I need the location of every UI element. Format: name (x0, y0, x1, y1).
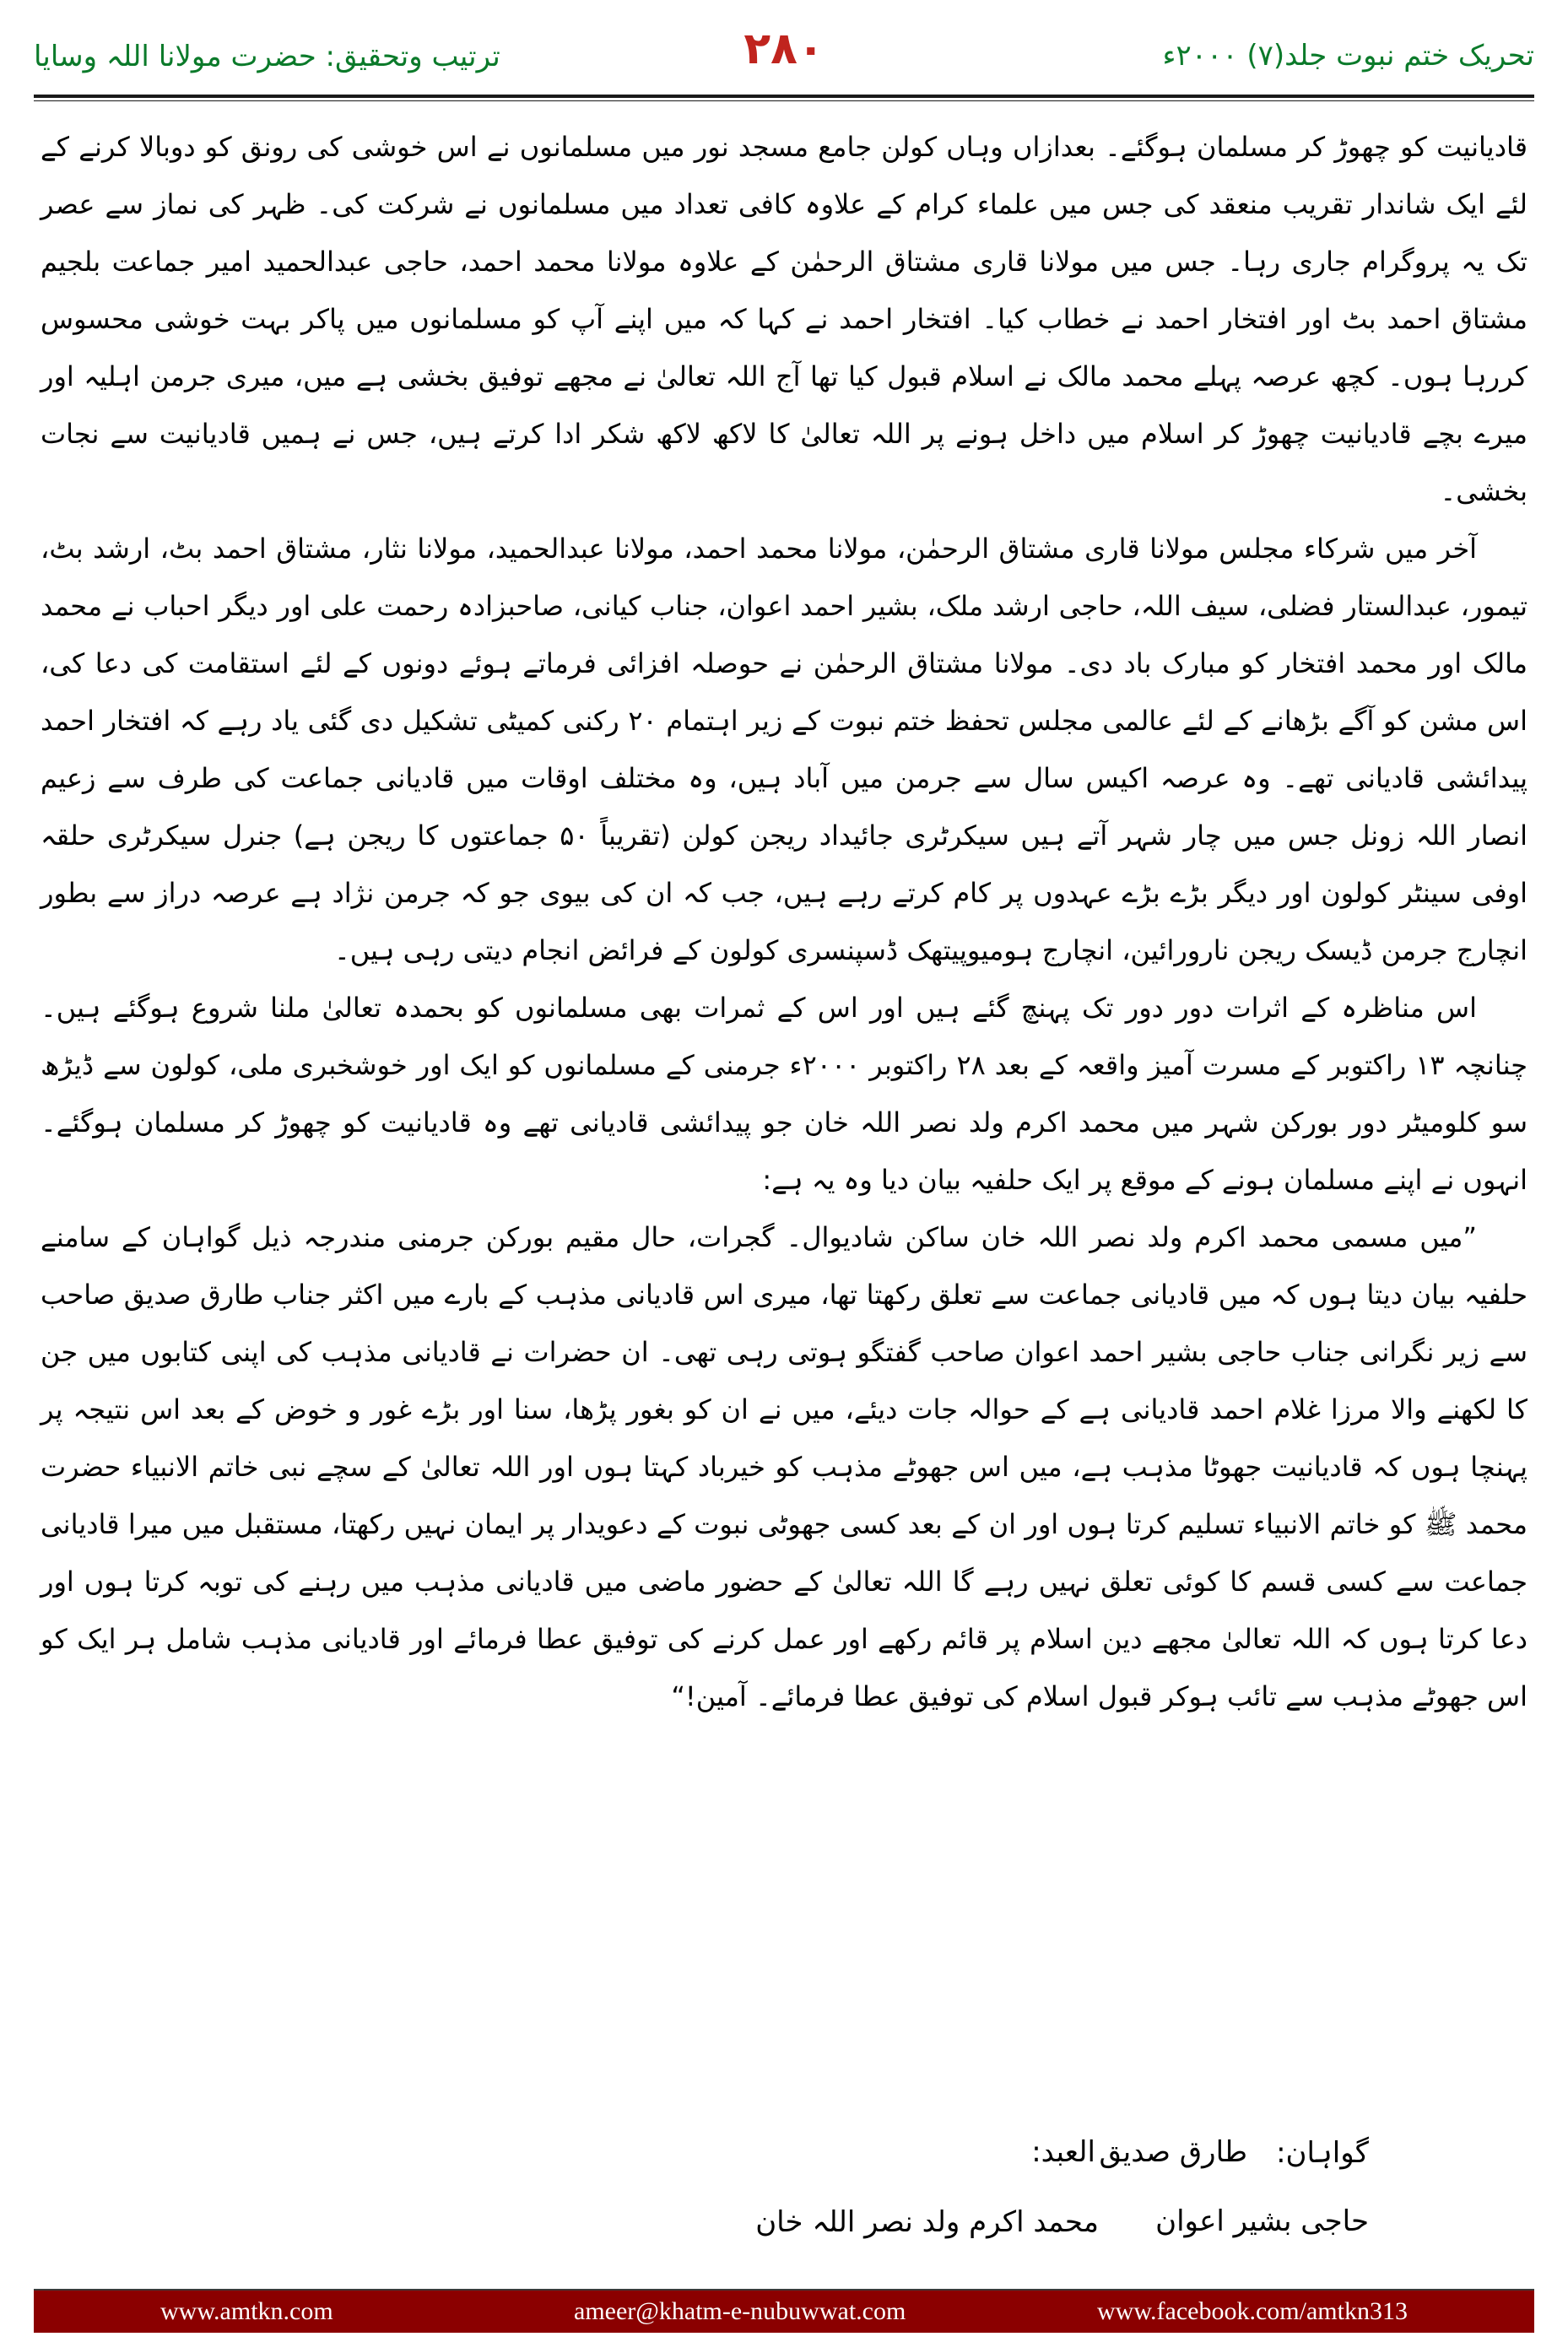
compiler-credit: ترتیب وتحقیق: حضرت مولانا اللہ وسایا (34, 40, 500, 73)
declarant-name: محمد اکرم ولد نصر اللہ خان (755, 2205, 1099, 2239)
paragraph-1: قادیانیت کو چھوڑ کر مسلمان ہوگئے۔ بعدازاں وہاں کولن جامع مسجد نور میں مسلمانوں نے اس خوشی کی رونق کو دوبالا کرنے کے لئے ایک شاندار تقریب منعقد کی جس میں علماء کرام کے علاوہ کافی تعداد میں مسلمانوں نے شرکت کی۔ ظہر کی نماز سے عصر تک یہ پروگرام جاری رہا۔ جس میں مولانا قاری مشتاق الرحمٰن کے علاوہ مولانا محمد احمد، حاجی عبدالحمید امیر جماعت بلجیم مشتاق احمد بٹ اور افتخار احمد نے خطاب کیا۔ افتخار احمد نے کہا کہ میں اپنے آپ کو مسلمانوں میں پاکر بہت خوشی محسوس کررہا ہوں۔ کچھ عرصہ پہلے محمد مالک نے اسلام قبول کیا تھا آج اللہ تعالیٰ نے مجھے توفیق بخشی ہے میں، میری جرمن اہلیہ اور میرے بچے قادیانیت چھوڑ کر اسلام میں داخل ہونے پر اللہ تعالیٰ کا لاکھ لاکھ شکر ادا کرتے ہیں، جس نے ہمیں قادیانیت سے نجات بخشی۔ (41, 131, 1528, 507)
article-body (41, 118, 1527, 1725)
paragraph-3: اس مناظرہ کے اثرات دور دور تک پہنچ گئے ہیں اور اس کے ثمرات بھی مسلمانوں کو بحمدہ تعالیٰ ملنا شروع ہوگئے ہیں۔ چنانچہ ۱۳ راکتوبر کے مسرت آمیز واقعہ کے بعد ۲۸ راکتوبر ۲۰۰۰ء جرمنی کے مسلمانوں کو ایک اور خوشخبری ملی، کولون سے ڈیڑھ سو کلومیٹر دور بورکن شہر میں محمد اکرم ولد نصر اللہ خان جو پیدائشی قادیانی تھے وہ قادیانیت کو چھوڑ کر مسلمان ہوگئے۔ انہوں نے اپنے مسلمان ہونے کے موقع پر ایک حلفیہ بیان دیا وہ یہ ہے: (41, 992, 1528, 1196)
header-divider-thin (34, 100, 1534, 101)
website-link[interactable]: www.amtkn.com (160, 2297, 333, 2325)
page-header (34, 24, 1534, 83)
email-link[interactable]: ameer@khatm-e-nubuwwat.com (574, 2297, 906, 2325)
witness-1-name: طارق صدیق (1099, 2135, 1247, 2169)
page-number: ۲۸۰ (743, 24, 825, 74)
paragraph-2: آخر میں شرکاء مجلس مولانا قاری مشتاق الرحمٰن، مولانا محمد احمد، مولانا عبدالحمید، مولانا نثار، مشتاق احمد بٹ، ارشد بٹ، تیمور، عبدالستار فضلی، سیف اللہ، حاجی ارشد ملک، بشیر احمد اعوان، جناب کیانی، صاحبزادہ رحمت علی اور دیگر احباب نے محمد مالک اور محمد افتخار کو مبارک باد دی۔ مولانا مشتاق الرحمٰن نے حوصلہ افزائی فرماتے ہوئے دونوں کے لئے استقامت کی دعا کی، اس مشن کو آگے بڑھانے کے لئے عالمی مجلس تحفظ ختم نبوت کے زیر اہتمام ۲۰ رکنی کمیٹی تشکیل دی گئی یاد رہے کہ افتخار احمد پیدائشی قادیانی تھے۔ وہ عرصہ اکیس سال سے جرمن میں آباد ہیں، وہ مختلف اوقات میں قادیانی جماعت کی طرف سے زعیم انصار اللہ زونل جس میں چار شہر آتے ہیں سیکرٹری جائیداد ریجن کولن (تقریباً ۵۰ جماعتوں کا ریجن ہے) جنرل سیکرٹری حلقہ اوفی سینٹر کولون اور دیگر بڑے بڑے عہدوں پر کام کرتے رہے ہیں، جب کہ ان کی بیوی جو کہ جرمن نژاد ہے عرصہ دراز سے بطور انچارج جرمن ڈیسک ریجن نارورائین، انچارج ہومیوپیتھک ڈسپنسری کولون کے فرائض انجام دیتی رہی ہیں۔ (41, 533, 1528, 966)
header-divider (34, 95, 1534, 98)
facebook-link[interactable]: www.facebook.com/amtkn313 (1097, 2297, 1408, 2325)
affidavit-quote: ”میں مسمی محمد اکرم ولد نصر اللہ خان ساکن شادیوال۔ گجرات، حال مقیم بورکن جرمنی مندرجہ ذیل گواہان کے سامنے حلفیہ بیان دیتا ہوں کہ میں قادیانی جماعت سے تعلق رکھتا تھا، میری اس قادیانی مذہب کے بارے میں اکثر جناب طارق صدیق صاحب سے زیر نگرانی جناب حاجی بشیر احمد اعوان صاحب گفتگو ہوتی رہی تھی۔ ان حضرات نے قادیانی مذہب کی اپنی کتابوں میں جن کا لکھنے والا مرزا غلام احمد قادیانی ہے کے حوالہ جات دیئے، میں نے ان کو بغور پڑھا، سنا اور بڑے غور و خوض کے بعد اس نتیجہ پر پہنچا ہوں کہ قادیانیت جھوٹا مذہب ہے، میں اس جھوٹے مذہب کو خیرباد کہتا ہوں اور اللہ تعالیٰ کے سچے نبی خاتم الانبیاء حضرت محمد ﷺ کو خاتم الانبیاء تسلیم کرتا ہوں اور ان کے بعد کسی جھوٹی نبوت کے دعویدار پر ایمان نہیں رکھتا، مستقبل میں میرا قادیانی جماعت سے کسی قسم کا کوئی تعلق نہیں رہے گا اللہ تعالیٰ کے حضور ماضی میں قادیانی مذہب میں رہنے کی توبہ کرتا ہوں اور دعا کرتا ہوں کہ اللہ تعالیٰ مجھے دین اسلام پر قائم رکھے اور عمل کرنے کی توفیق عطا فرمائے اور قادیانی مذہب شامل ہر ایک کو اس جھوٹے مذہب سے تائب ہوکر قبول اسلام کی توفیق عطا فرمائے۔ آمین!“ (41, 1221, 1527, 1712)
page-footer (34, 2289, 1534, 2333)
book-title: تحریک ختم نبوت جلد(۷) ۲۰۰۰ء (1162, 39, 1534, 73)
witnesses-label: گواہان: (1276, 2136, 1369, 2170)
witness-2-name: حاجی بشیر اعوان (1155, 2204, 1369, 2238)
declarant-label: العبد: (1031, 2135, 1095, 2169)
